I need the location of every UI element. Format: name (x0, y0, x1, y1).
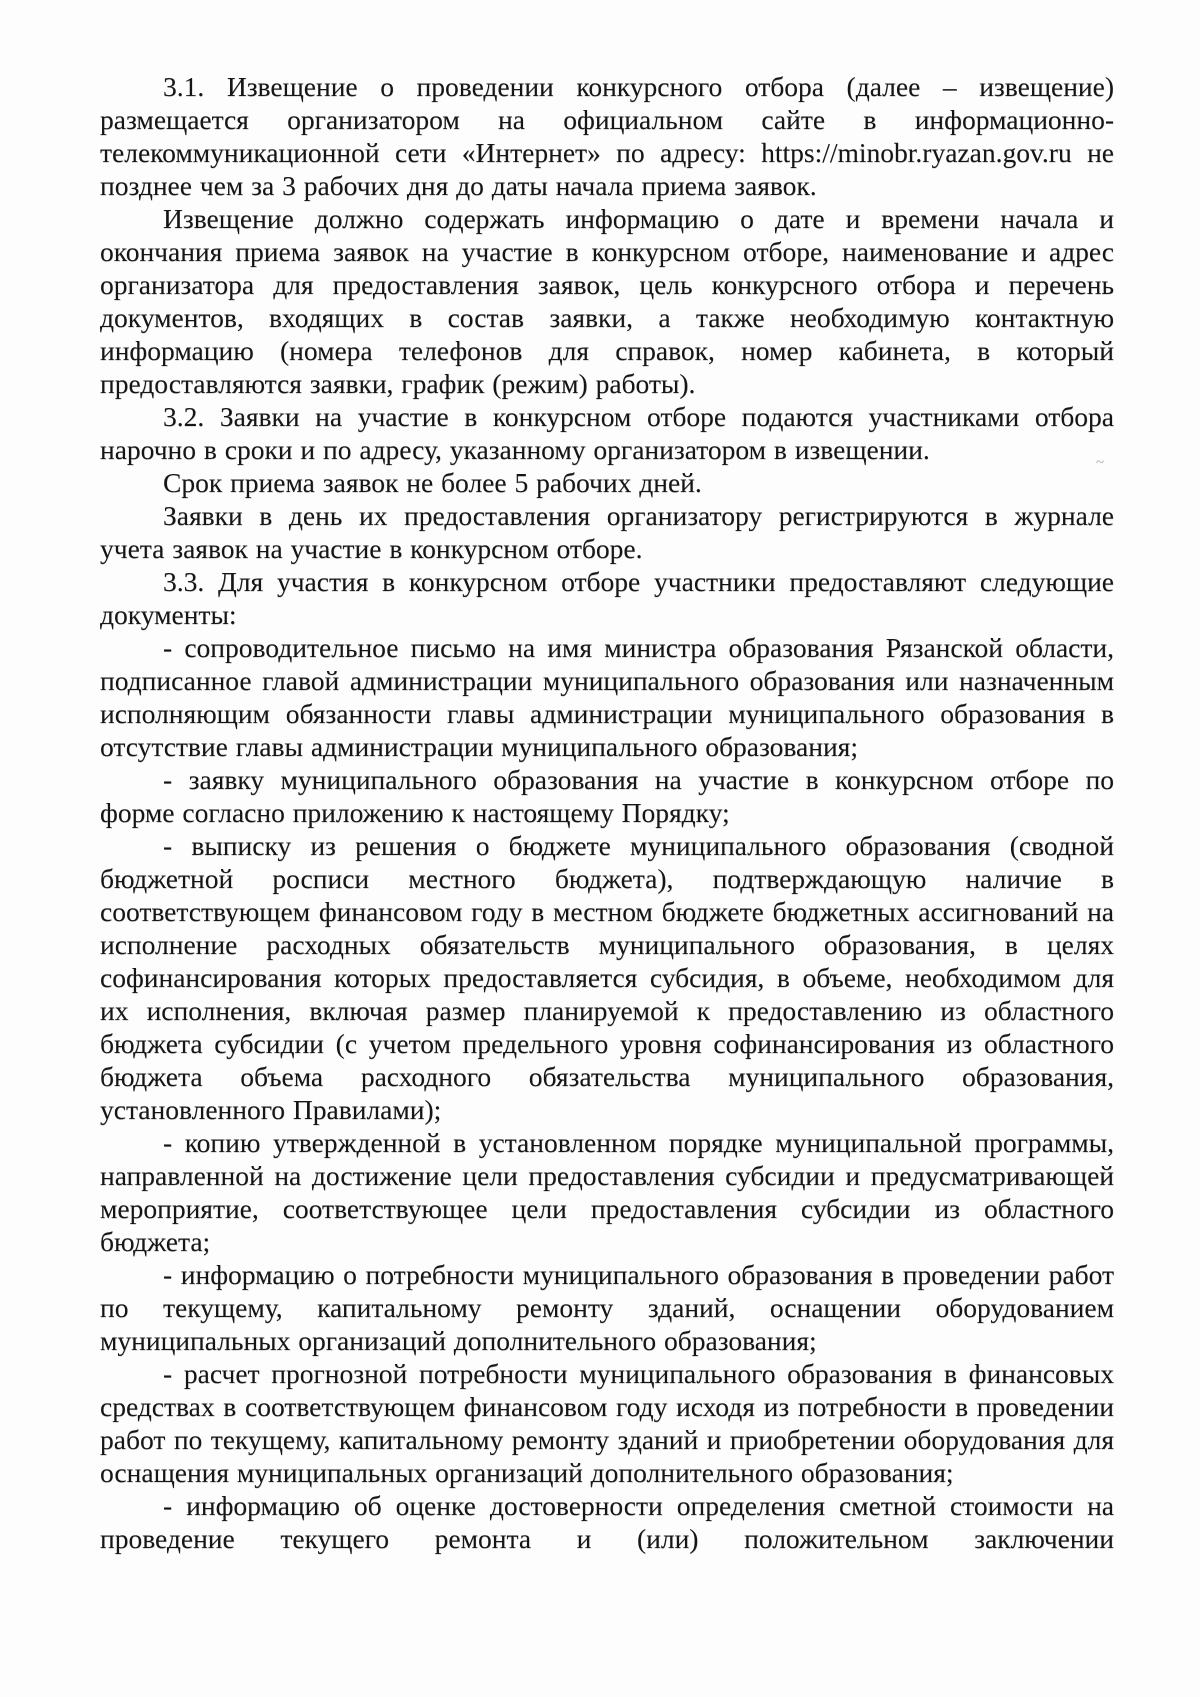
scan-noise-artifact: ~ (1096, 455, 1105, 471)
list-item-program-copy: - копию утвержденной в установленном порядке муниципальной программы, направленной на достижение цели предоставления субсидии и предусматривающей мероприятие, соответствующее цели предоставления субсидии из областного бюджета; (100, 1127, 1114, 1257)
document-body (100, 70, 1114, 1555)
list-item-needs-info: - информацию о потребности муниципального образования в проведении работ по текущему, капитальному ремонту зданий, оснащении оборудованием муниципальных организаций дополнительного образования; (100, 1259, 1114, 1356)
list-item-application: - заявку муниципального образования на участие в конкурсном отборе по форме согласно приложению к настоящему Порядку; (100, 764, 1114, 828)
paragraph-registration: Заявки в день их предоставления организатору регистрируются в журнале учета заявок на участие в конкурсном отборе. (100, 500, 1114, 564)
paragraph-3-3: 3.3. Для участия в конкурсном отборе участники предоставляют следующие документы: (100, 566, 1114, 630)
paragraph-notice-contents: Извещение должно содержать информацию о дате и времени начала и окончания приема заявок на участие в конкурсном отборе, наименование и адрес организатора для предоставления заявок, цель конкурсного отбора и перечень документов, входящих в состав заявки, а также необходимую контактную информацию (номера телефонов для справок, номер кабинета, в который предоставляются заявки, график (режим) работы). (100, 203, 1114, 399)
list-item-budget-extract: - выписку из решения о бюджете муниципального образования (сводной бюджетной росписи местного бюджета), подтверждающую наличие в соответствующем финансовом году в местном бюджете бюджетных ассигнований на исполнение расходных обязательств муниципального образования, в целях софинансирования которых предоставляется субсидия, в объеме, необходимом для их исполнения, включая размер планируемой к предоставлению из областного бюджета субсидии (с учетом предельного уровня софинансирования из областного бюджета объема расходного обязательства муниципального образования, установленного Правилами); (100, 830, 1114, 1125)
list-item-cost-reliability: - информацию об оценке достоверности определения сметной стоимости на проведение текущего ремонта и (или) положительном заключении (100, 1490, 1114, 1554)
paragraph-deadline: Срок приема заявок не более 5 рабочих дней. (163, 467, 702, 498)
list-item-cover-letter: - сопроводительное письмо на имя министра образования Рязанской области, подписанное главой администрации муниципального образования или назначенным исполняющим обязанности главы администрации муниципального образования в отсутствие главы администрации муниципального образования; (100, 632, 1114, 762)
paragraph-3-2: 3.2. Заявки на участие в конкурсном отборе подаются участниками отбора нарочно в сроки и по адресу, указанному организатором в извещении. (100, 401, 1114, 465)
paragraph-3-1: 3.1. Извещение о проведении конкурсного отбора (далее – извещение) размещается организатором на официальном сайте в информационно-телекоммуникационной сети «Интернет» по адресу: https://minobr.ryazan.gov.ru не позднее чем за 3 рабочих дня до даты начала приема заявок. (100, 71, 1114, 201)
list-item-forecast-calculation: - расчет прогнозной потребности муниципального образования в финансовых средствах в соответствующем финансовом году исходя из потребности в проведении работ по текущему, капитальному ремонту зданий и приобретении оборудования для оснащения муниципальных организаций дополнительного образования; (100, 1358, 1114, 1488)
